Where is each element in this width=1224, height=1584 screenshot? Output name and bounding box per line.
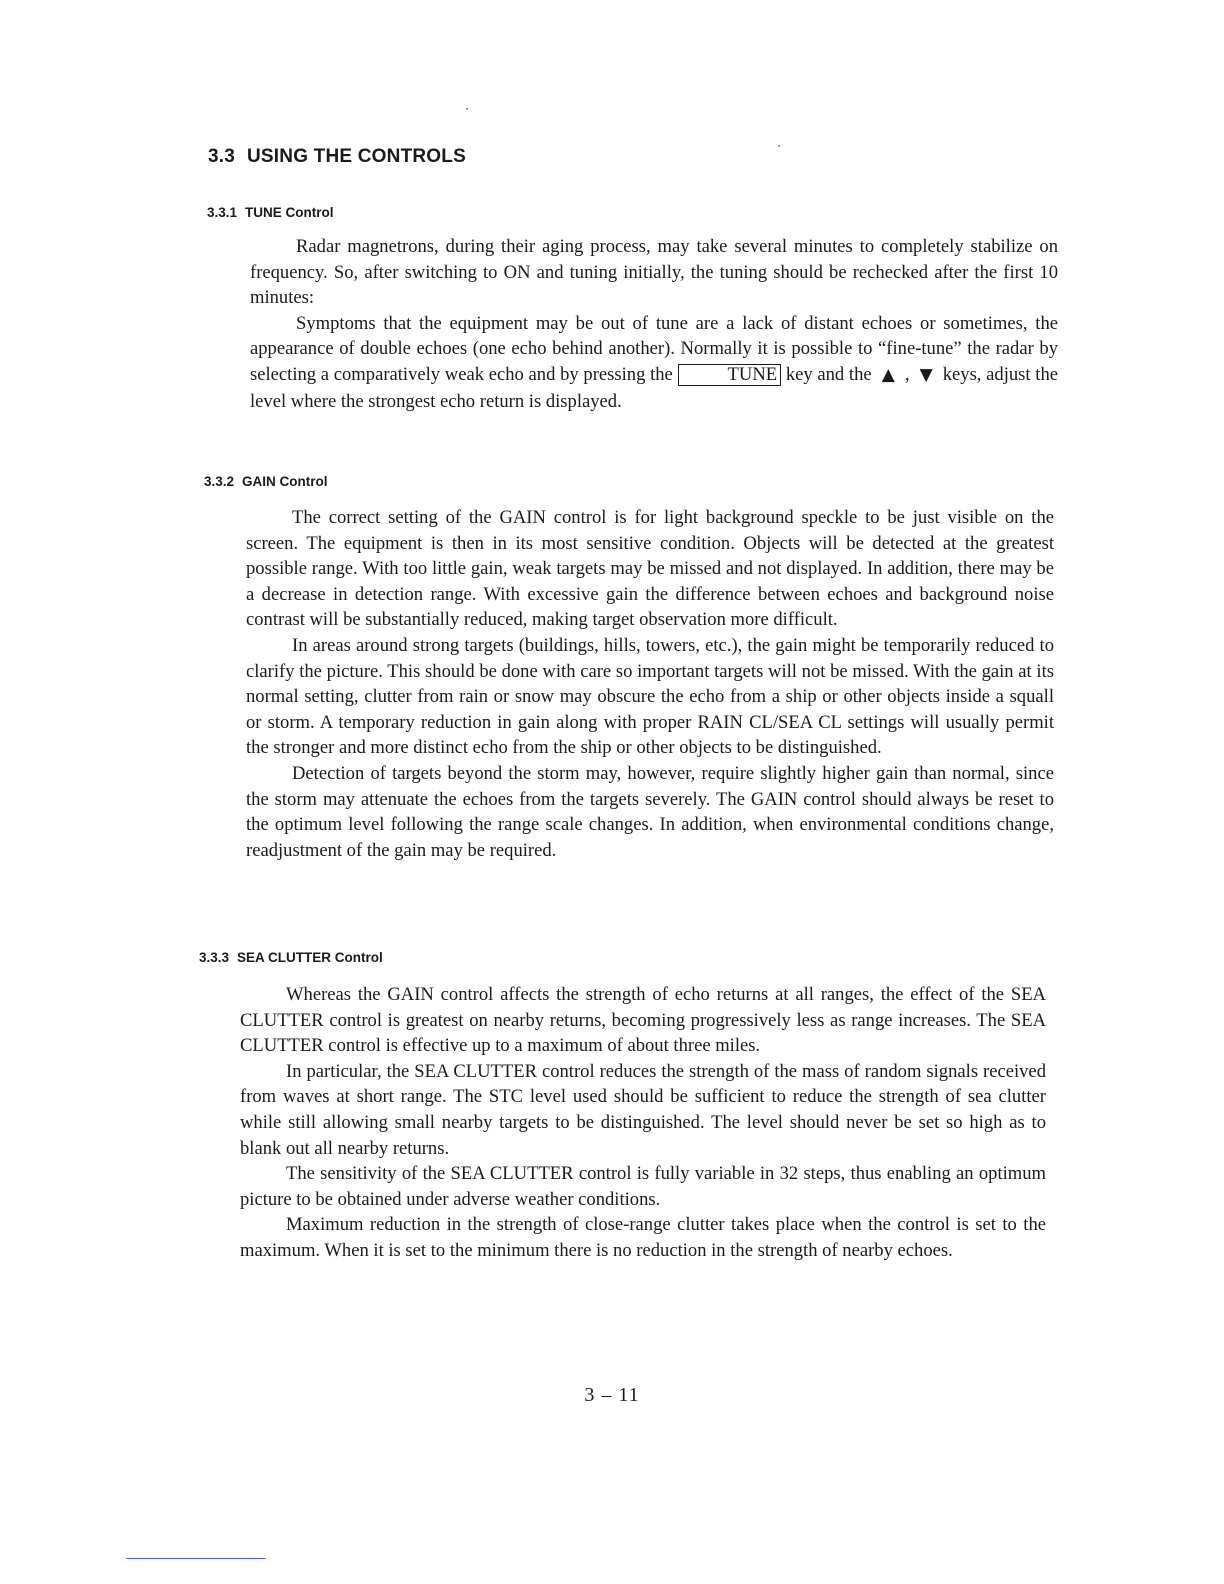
gain-paragraph-1: The correct setting of the GAIN control is for light background speckle to be just visible on the screen. The equipment is then in its most sensitive condition. Objects will be detected at the greatest possible range. With too little gain, weak targets may be missed and not displayed. In addition, there may be a decrease in detection range. With excessive gain the difference between echoes and background noise contrast will be substantially reduced, making target observation more difficult. [246, 507, 1054, 631]
subsection-title: SEA CLUTTER Control [237, 950, 383, 965]
subsection-title: TUNE Control [245, 205, 334, 220]
sea-clutter-section-body [240, 982, 1046, 1264]
page-number: 3 – 11 [584, 1384, 640, 1406]
key-and-the-text: key and the [785, 363, 872, 385]
sea-clutter-paragraph-2: In particular, the SEA CLUTTER control reduces the strength of the mass of random signals received from waves at short range. The STC level used should be sufficient to reduce the strength of sea clutter while still allowing small nearby targets to be distinguished. The level should never be set so high as to blank out all nearby returns. [240, 1060, 1046, 1159]
scan-speck [778, 145, 780, 147]
tune-paragraph-1: Radar magnetrons, during their aging process, may take several minutes to completely stabilize on frequency. So, after switching to ON and tuning initially, the tuning should be rechecked after the first 10 minutes: [250, 236, 1058, 309]
section-title: USING THE CONTROLS [247, 146, 466, 167]
tune-section-body [250, 234, 1058, 414]
subsection-number: 3.3.3 [199, 950, 230, 965]
subsection-heading-sea-clutter [199, 950, 383, 965]
subsection-heading-tune [207, 205, 334, 220]
sea-clutter-paragraph-1: Whereas the GAIN control affects the strength of echo returns at all ranges, the effect of the SEA CLUTTER control is greatest on nearby returns, becoming progressively less as range increases. The SEA CLUTTER control is effective up to a maximum of about three miles. [240, 984, 1046, 1057]
tune-key-label: TUNE [678, 364, 782, 386]
subsection-number: 3.3.1 [207, 205, 238, 220]
footer-rule [126, 1558, 266, 1559]
gain-paragraph-2: In areas around strong targets (buildings, hills, towers, etc.), the gain might be temporarily reduced to clarify the picture. This should be done with care so important targets will not be missed. With the gain at its normal setting, clutter from rain or snow may obscure the echo from a ship or other objects inside a squall or storm. A temporary reduction in gain along with proper RAIN CL/SEA CL settings will usually permit the stronger and more distinct echo from the ship or other objects to be distinguished. [246, 634, 1054, 759]
scan-speck [466, 108, 468, 110]
subsection-number: 3.3.2 [204, 474, 235, 489]
sea-clutter-paragraph-4: Maximum reduction in the strength of close-range clutter takes place when the control is set to the maximum. When it is set to the minimum there is no reduction in the strength of nearby echoes. [240, 1214, 1046, 1261]
tune-paragraph-2 [250, 311, 1058, 414]
tune-paragraph-2-text: Symptoms that the equipment may be out of tune are a lack of distant echoes or sometimes, the appearance of double echoes (one echo behind another). Normally it is possible to “fine-tune” the radar by selecting a comparatively weak echo and by pressing the [250, 312, 1058, 385]
subsection-title: GAIN Control [242, 474, 328, 489]
tune-paragraph-2-end: keys, adjust the level where the strongest echo return is displayed. [250, 363, 1058, 412]
sea-clutter-paragraph-3: The sensitivity of the SEA CLUTTER control is fully variable in 32 steps, thus enabling an optimum picture to be obtained under adverse weather conditions. [240, 1163, 1046, 1210]
comma-text: , [904, 363, 910, 385]
section-number: 3.3 [208, 146, 236, 167]
down-arrow-icon: ▼ [919, 364, 933, 385]
gain-section-body [246, 505, 1054, 863]
section-heading [208, 146, 466, 168]
up-arrow-icon: ▲ [881, 364, 895, 385]
gain-paragraph-3: Detection of targets beyond the storm may, however, require slightly higher gain than normal, since the storm may attenuate the echoes from the targets severely. The GAIN control should always be reset to the optimum level following the range scale changes. In addition, when environmental conditions change, readjustment of the gain may be required. [246, 762, 1054, 861]
subsection-heading-gain [204, 474, 328, 489]
